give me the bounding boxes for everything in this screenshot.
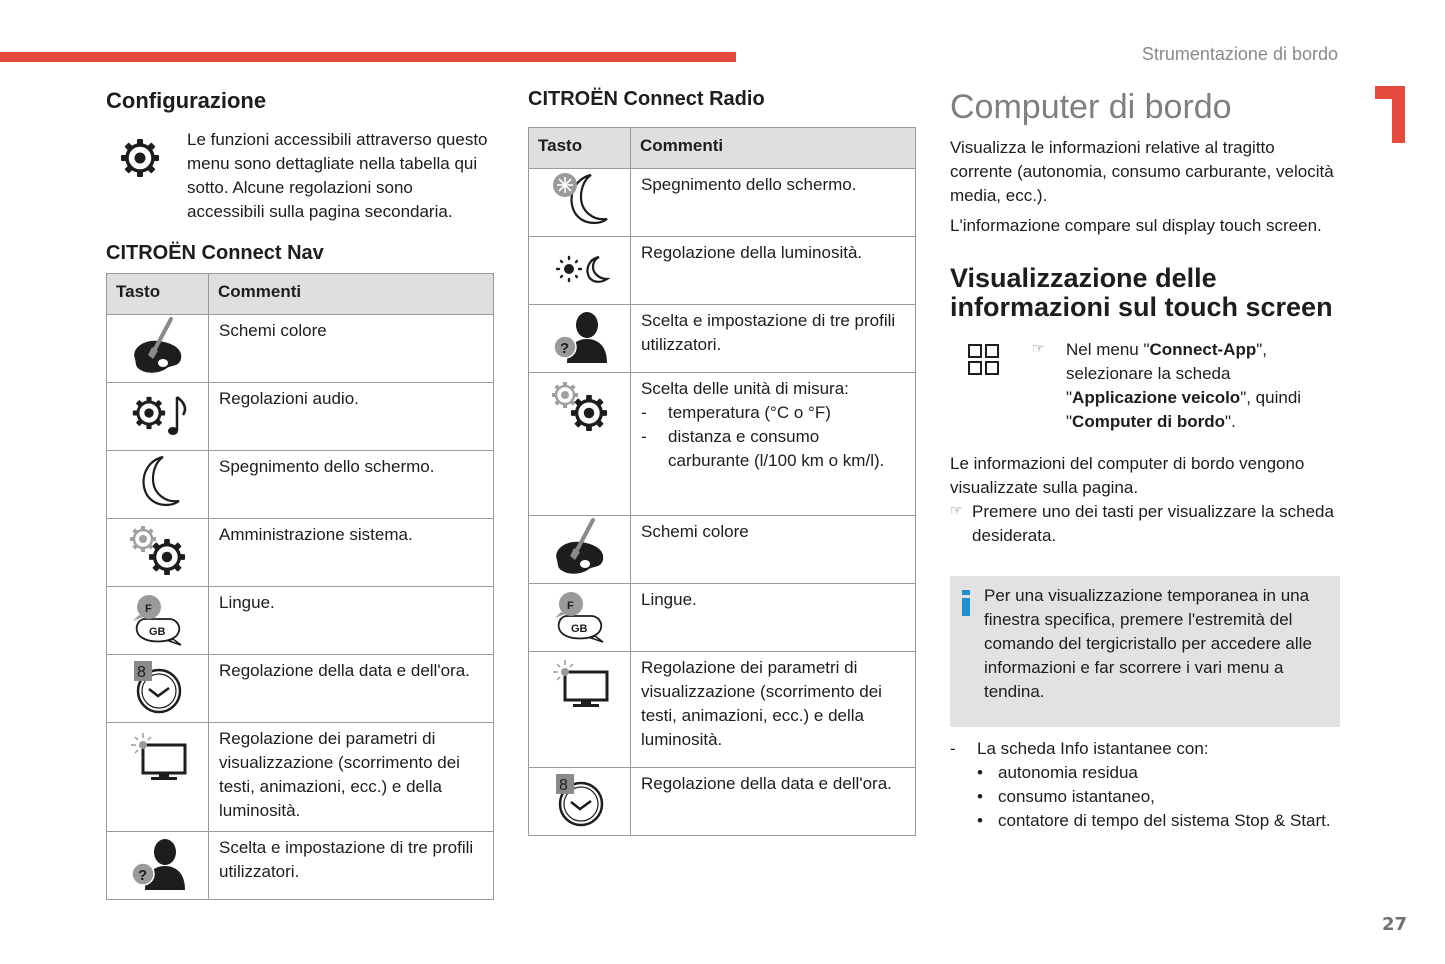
table-row: [529, 169, 916, 237]
star-moon-icon: [549, 169, 611, 231]
calendar-clock-icon: [127, 655, 189, 717]
menu-step-text: Nel menu "Connect-App", selezionare la scheda "Applicazione veicolo", quindi "Computer di bordo".: [1066, 340, 1302, 431]
units-list: [641, 401, 905, 473]
row-comment: Lingue.: [209, 587, 494, 655]
apps-grid-icon: [950, 338, 1032, 434]
display-brightness-icon: [127, 727, 189, 789]
table-row: [529, 768, 916, 836]
list-item: • consumo istantaneo,: [977, 787, 1155, 806]
calendar-clock-icon: [549, 768, 611, 830]
gears-icon: [549, 375, 611, 437]
table-row: [107, 723, 494, 832]
table-row: [107, 832, 494, 900]
row-comment: [631, 373, 916, 516]
row-comment: Spegnimento dello schermo.: [631, 169, 916, 237]
table-row: [107, 587, 494, 655]
column-header-commenti: Commenti: [631, 128, 916, 169]
tab-computer-di-bordo: Computer di bordo: [1072, 412, 1226, 431]
user-profile-icon: [127, 832, 189, 894]
table-row: [529, 584, 916, 652]
sun-moon-icon: [549, 237, 611, 299]
language-bubbles-icon: [549, 584, 611, 646]
language-bubbles-icon: [127, 587, 189, 649]
info-box: [950, 576, 1340, 727]
row-comment: Spegnimento dello schermo.: [209, 451, 494, 519]
gear-icon: [106, 128, 187, 224]
table-row: [107, 451, 494, 519]
section-title-configurazione: Configurazione: [106, 88, 267, 113]
column-configurazione: [106, 88, 494, 900]
pointing-hand-icon: ☞: [1032, 340, 1045, 356]
radio-table-title: CITROËN Connect Radio: [528, 88, 765, 110]
section-title-touch-screen: Visualizzazione delle informazioni sul touch screen: [950, 263, 1333, 322]
row-comment: Amministrazione sistema.: [209, 519, 494, 587]
display-brightness-icon: [549, 654, 611, 716]
row-comment: Schemi colore: [631, 516, 916, 584]
row-comment: Regolazione della data e dell'ora.: [631, 768, 916, 836]
user-profile-icon: [549, 305, 611, 367]
nav-keys-table: [106, 273, 494, 900]
table-row: [529, 516, 916, 584]
instant-info-list: - La scheda Info istantanee con: • autonomia residua • consumo istantaneo, • contatore di tempo del sistema Stop & Start.: [950, 737, 1340, 833]
select-tab-step: ☞ Premere uno dei tasti per visualizzare la scheda desiderata.: [950, 500, 1340, 548]
nav-table-title: CITROËN Connect Nav: [106, 242, 324, 264]
row-comment: Schemi colore: [209, 315, 494, 383]
display-note: L'informazione compare sul display touch screen.: [950, 216, 1322, 235]
info-box-text: Per una visualizzazione temporanea in una finestra specifica, premere l'estremità del comando del tergicristallo per accedere alle informazioni e far scorrere i vari menu a tendina.: [984, 586, 1312, 701]
page-number: 27: [1381, 914, 1407, 935]
column-computer-di-bordo: [950, 88, 1340, 833]
gears-icon: [127, 519, 189, 581]
intro-text: Le funzioni accessibili attraverso questo menu sono dettagliate nella tabella qui sotto. Alcune regolazioni sono accessibili sulla pagina secondaria.: [187, 130, 488, 221]
column-connect-radio: [528, 88, 916, 836]
pointing-hand-icon: ☞: [950, 502, 963, 518]
radio-keys-table: [528, 127, 916, 836]
list-item: - temperatura (°C o °F): [641, 403, 831, 422]
intro-block: [106, 128, 494, 224]
tab-applicazione-veicolo: Applicazione veicolo: [1072, 388, 1241, 407]
color-palette-icon: [549, 516, 611, 578]
column-header-tasto: Tasto: [107, 274, 209, 315]
menu-connect-app: Connect-App: [1149, 340, 1257, 359]
column-header-commenti: Commenti: [209, 274, 494, 315]
menu-step: [950, 338, 1340, 434]
gear-music-note-icon: [127, 383, 189, 445]
table-row: [529, 237, 916, 305]
moon-icon: [127, 451, 189, 513]
list-item: • autonomia residua: [977, 763, 1138, 782]
table-row: [529, 652, 916, 768]
info-icon: [960, 584, 984, 703]
row-comment: Scelta e impostazione di tre profili utilizzatori.: [209, 832, 494, 900]
row-comment: Regolazione dei parametri di visualizzazione (scorrimento dei testi, animazioni, ecc.) e della luminosità.: [631, 652, 916, 768]
color-palette-icon: [127, 315, 189, 377]
table-row: [529, 305, 916, 373]
table-row: [107, 519, 494, 587]
column-header-tasto: Tasto: [529, 128, 631, 169]
list-item: - distanza e consumo carburante (l/100 km o km/l).: [641, 427, 885, 470]
row-comment: Regolazione dei parametri di visualizzazione (scorrimento dei testi, animazioni, ecc.) e della luminosità.: [209, 723, 494, 832]
row-comment: Regolazione della luminosità.: [631, 237, 916, 305]
table-row: [107, 655, 494, 723]
row-comment: Regolazione della data e dell'ora.: [209, 655, 494, 723]
row-comment: Regolazioni audio.: [209, 383, 494, 451]
header-accent-bar: [0, 52, 736, 62]
list-lead: La scheda Info istantanee con:: [977, 739, 1209, 758]
row-comment: Scelta e impostazione di tre profili utilizzatori.: [631, 305, 916, 373]
units-intro: Scelta delle unità di misura:: [641, 379, 849, 398]
table-row: [107, 315, 494, 383]
list-item: • contatore di tempo del sistema Stop & Start.: [977, 811, 1331, 830]
table-row: [107, 383, 494, 451]
page-title: Computer di bordo: [950, 88, 1232, 126]
info-page-text: Le informazioni del computer di bordo vengono visualizzate sulla pagina.: [950, 454, 1305, 497]
running-head: Strumentazione di bordo: [1141, 44, 1338, 64]
row-comment: Lingue.: [631, 584, 916, 652]
description-text: Visualizza le informazioni relative al tragitto corrente (autonomia, consumo carburante, velocità media, ecc.).: [950, 138, 1334, 205]
table-row: [529, 373, 916, 516]
chapter-number: [1375, 86, 1405, 143]
